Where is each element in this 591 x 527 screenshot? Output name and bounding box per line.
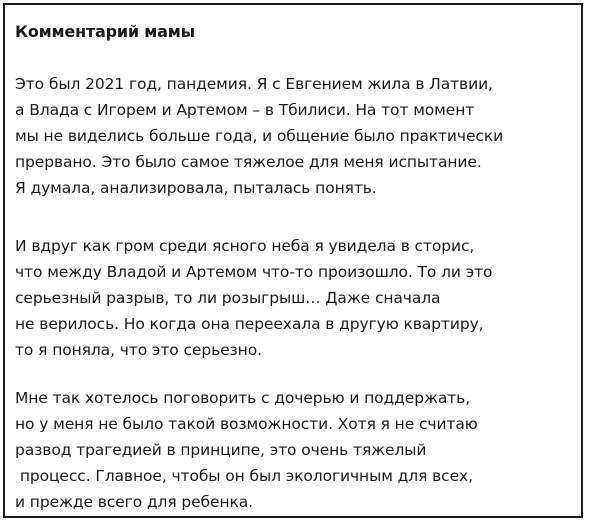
comment-title: Комментарий мамы — [15, 22, 195, 41]
comment-paragraph-1 — [15, 71, 503, 201]
text-line: а Влада с Игорем и Артемом – в Тбилиси. На тот момент — [15, 101, 475, 119]
text-line: прервано. Это было самое тяжелое для меня испытание. — [15, 153, 482, 171]
text-line: то я поняла, что это серьезно. — [15, 341, 262, 359]
text-line: Это был 2021 год, пандемия. Я с Евгением жила в Латвии, — [15, 75, 493, 93]
comment-paragraph-3 — [15, 385, 478, 515]
text-line: Мне так хотелось поговорить с дочерью и поддержать, — [15, 389, 471, 407]
text-line: Я думала, анализировала, пыталась понять. — [15, 179, 377, 197]
comment-paragraph-2 — [15, 233, 492, 363]
text-line: но у меня не было такой возможности. Хотя я не считаю — [15, 415, 478, 433]
text-line: И вдруг как гром среди ясного неба я увидела в сторис, — [15, 237, 475, 255]
text-line: процесс. Главное, чтобы он был экологичным для всех, — [15, 467, 473, 485]
text-line: мы не виделись больше года, и общение было практически — [15, 127, 504, 145]
text-line: не верилось. Но когда она переехала в другую квартиру, — [15, 315, 484, 333]
text-line: серьезный разрыв, то ли розыгрыш… Даже сначала — [15, 289, 441, 307]
text-line: развод трагедией в принципе, это очень тяжелый — [15, 441, 427, 459]
text-line: что между Владой и Артемом что-то произошло. То ли это — [15, 263, 493, 281]
text-line: и прежде всего для ребенка. — [15, 493, 253, 511]
comment-box — [3, 3, 583, 518]
